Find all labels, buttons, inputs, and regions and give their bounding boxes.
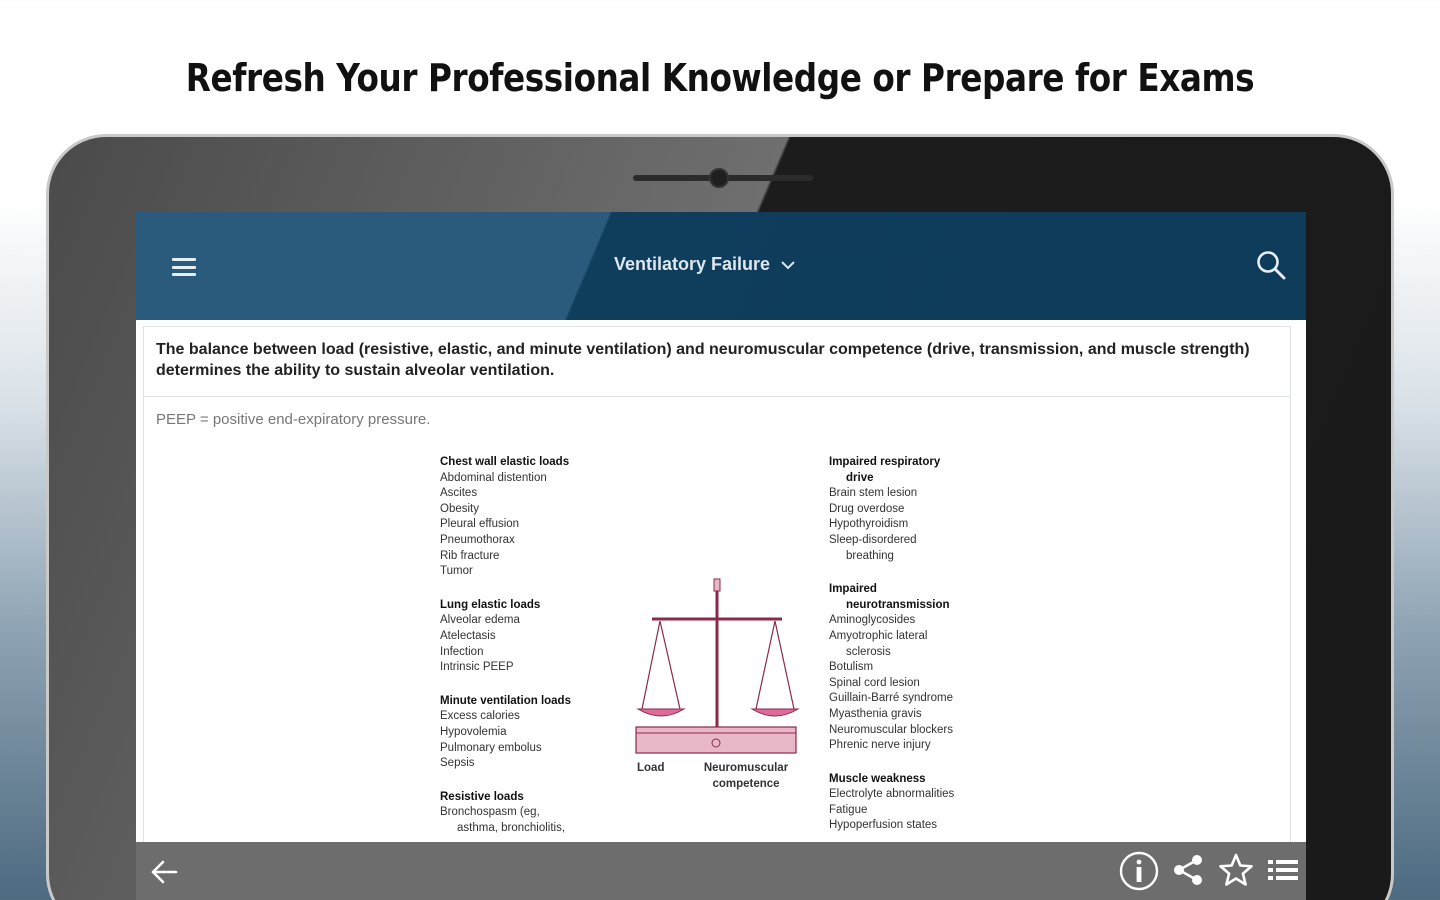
scale-label-competence: Neuromuscular competence (703, 762, 789, 790)
star-icon[interactable] (1218, 852, 1254, 888)
share-icon[interactable] (1170, 852, 1206, 888)
list-icon[interactable] (1266, 854, 1300, 886)
tablet-frame (46, 134, 1394, 900)
summary-text: The balance between load (resistive, elastic, and minute ventilation) and neuromuscular competence (drive, transmission, and muscle strength) determines the ability to sustain alveolar ventilation. (144, 327, 1290, 397)
load-column (440, 455, 640, 854)
info-icon[interactable] (1118, 850, 1160, 892)
group-muscle-weakness: Muscle weakness Electrolyte abnormalities Fatigue Hypoperfusion states (829, 772, 955, 832)
group-lung-elastic: Lung elastic loads Alveolar edema Atelectasis Infection Intrinsic PEEP (440, 598, 541, 674)
bottom-toolbar (136, 842, 1306, 900)
search-icon[interactable] (1254, 248, 1288, 282)
balance-scale-illustration (630, 577, 810, 757)
group-minute-ventilation: Minute ventilation loads Excess calories Hypovolemia Pulmonary embolus Sepsis (440, 694, 571, 770)
tablet-camera (709, 168, 729, 188)
group-resistive: Resistive loads Bronchospasm (eg, asthma, bronchiolitis, (440, 790, 566, 834)
topic-title-dropdown[interactable] (614, 254, 796, 275)
tablet-bezel (49, 137, 1391, 900)
competence-column (829, 455, 1029, 852)
balance-figure (144, 447, 1292, 867)
topic-title: Ventilatory Failure (614, 254, 771, 274)
group-neurotransmission: Impaired neurotransmission Aminoglycosides Amyotrophic lateral sclerosis Botulism Spinal cord lesion Guillain-Barré syndrome Myasthenia gravis Neuromuscular blockers Phrenic nerve injury (829, 583, 953, 752)
chevron-down-icon (780, 257, 796, 273)
hamburger-menu-icon[interactable] (170, 256, 198, 278)
app-screen (136, 212, 1306, 900)
content-panel (143, 326, 1291, 866)
scale-label-load: Load (637, 762, 665, 774)
app-bar (136, 212, 1306, 320)
arrow-left-icon[interactable] (148, 856, 180, 888)
group-chest-wall: Chest wall elastic loads Abdominal distention Ascites Obesity Pleural effusion Pneumothorax Rib fracture Tumor (440, 456, 570, 578)
figure-footnote: PEEP = positive end-expiratory pressure. (156, 411, 431, 428)
headline: Refresh Your Professional Knowledge or Prepare for Exams (185, 56, 1255, 100)
group-respiratory-drive: Impaired respiratory drive Brain stem lesion Drug overdose Hypothyroidism Sleep-disordered breathing (829, 456, 941, 562)
